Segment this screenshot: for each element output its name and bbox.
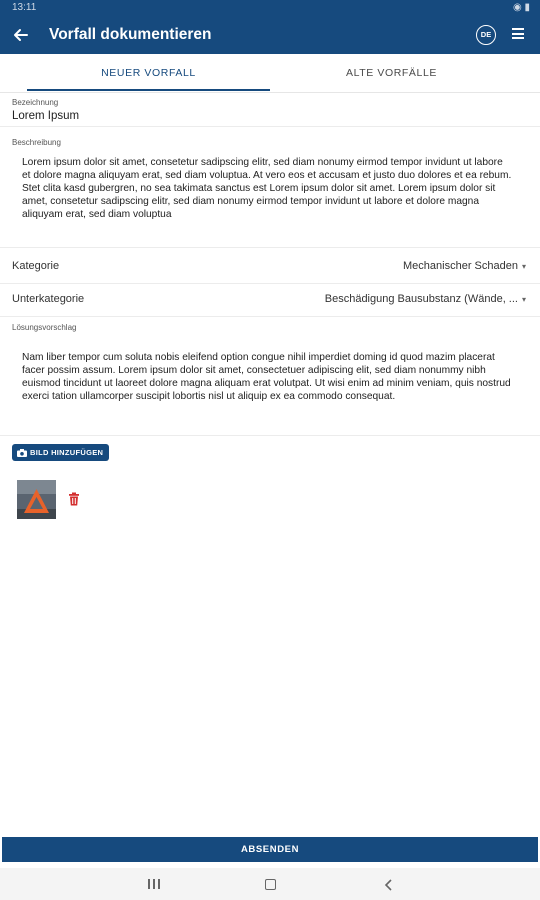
submit-button[interactable] [2, 837, 538, 862]
kategorie-value: Mechanischer Schaden [403, 260, 518, 272]
beschreibung-label: Beschreibung [12, 138, 61, 147]
beschreibung-textarea[interactable]: Lorem ipsum dolor sit amet, consetetur sadipscing elitr, sed diam nonumy eirmod tempor invidunt ut labore et dolore magna aliquyam erat, sed diam voluptua. At vero eos et accusam et justo duo dolores et ea rebum. Stet clita kasd gubergren, no sea takimata sanctus est Lorem ipsum dolor sit amet. Lorem ipsum dolor sit amet, consetetur sadipscing elitr, sed diam nonumy eirmod tempor invidunt ut labore et dolore magna aliquyam erat, sed diam voluptua [22, 157, 512, 220]
bezeichnung-input[interactable]: Lorem Ipsum [12, 110, 80, 122]
unterkategorie-label: Unterkategorie [12, 293, 85, 305]
bezeichnung-field[interactable] [0, 93, 540, 127]
attached-image-thumbnail[interactable] [17, 480, 56, 519]
bezeichnung-label: Bezeichnung [12, 98, 59, 107]
page-title: Vorfall dokumentieren [49, 26, 212, 43]
menu-button[interactable] [512, 28, 526, 42]
chevron-down-icon: ▾ [521, 295, 526, 304]
delete-image-button[interactable] [67, 492, 81, 506]
loesungsvorschlag-field[interactable] [0, 318, 540, 436]
tab-new-incident[interactable] [27, 54, 270, 92]
add-image-label: BILD HINZUFÜGEN [30, 448, 104, 457]
system-nav-bar [0, 868, 540, 900]
back-arrow-icon [8, 22, 34, 48]
recent-apps-icon[interactable] [148, 879, 160, 889]
submit-label: ABSENDEN [240, 844, 300, 855]
unterkategorie-select[interactable] [0, 283, 540, 317]
status-icons: ◉ ▮ [512, 2, 530, 13]
kategorie-value-wrap[interactable] [403, 260, 526, 272]
back-button[interactable] [8, 22, 34, 48]
app-bar [0, 16, 540, 54]
tab-new-incident-label: NEUER VORFALL [101, 67, 196, 79]
unterkategorie-value: Beschädigung Bausubstanz (Wände, ... [324, 293, 518, 305]
camera-icon [17, 449, 27, 457]
warning-triangle-icon [17, 480, 56, 519]
beschreibung-field[interactable] [0, 133, 540, 248]
kategorie-label: Kategorie [12, 260, 60, 272]
nav-back-icon[interactable] [384, 878, 394, 890]
loesungsvorschlag-textarea[interactable]: Nam liber tempor cum soluta nobis eleifend option congue nihil imperdiet doming id quod mazim placerat facer possim assum. Lorem ipsum dolor sit amet, consectetuer adipiscing elit, sed diam nonummy nibh euismod tincidunt ut laoreet dolore magna aliquam erat volutpat. Ut wisi enim ad minim veniam, quis nostrud exerci tation ullamcorper suscipit lobortis nisl ut aliquip ex ea commodo consequat. [22, 352, 511, 402]
tab-bar [0, 54, 540, 93]
status-bar [0, 0, 540, 16]
tab-old-incidents-label: ALTE VORFÄLLE [345, 67, 438, 79]
unterkategorie-value-wrap[interactable] [325, 293, 526, 305]
home-icon[interactable] [265, 879, 276, 890]
status-time: 13:11 [12, 2, 37, 13]
trash-icon [67, 492, 81, 506]
kategorie-select[interactable] [0, 250, 540, 284]
tab-old-incidents[interactable] [270, 54, 513, 92]
add-image-button[interactable] [12, 444, 109, 461]
tab-indicator [27, 89, 270, 91]
chevron-down-icon: ▾ [521, 262, 526, 271]
language-label: DE [480, 30, 492, 39]
loesungsvorschlag-label: Lösungsvorschlag [12, 323, 77, 332]
menu-icon [512, 28, 526, 39]
language-button[interactable] [476, 25, 496, 45]
